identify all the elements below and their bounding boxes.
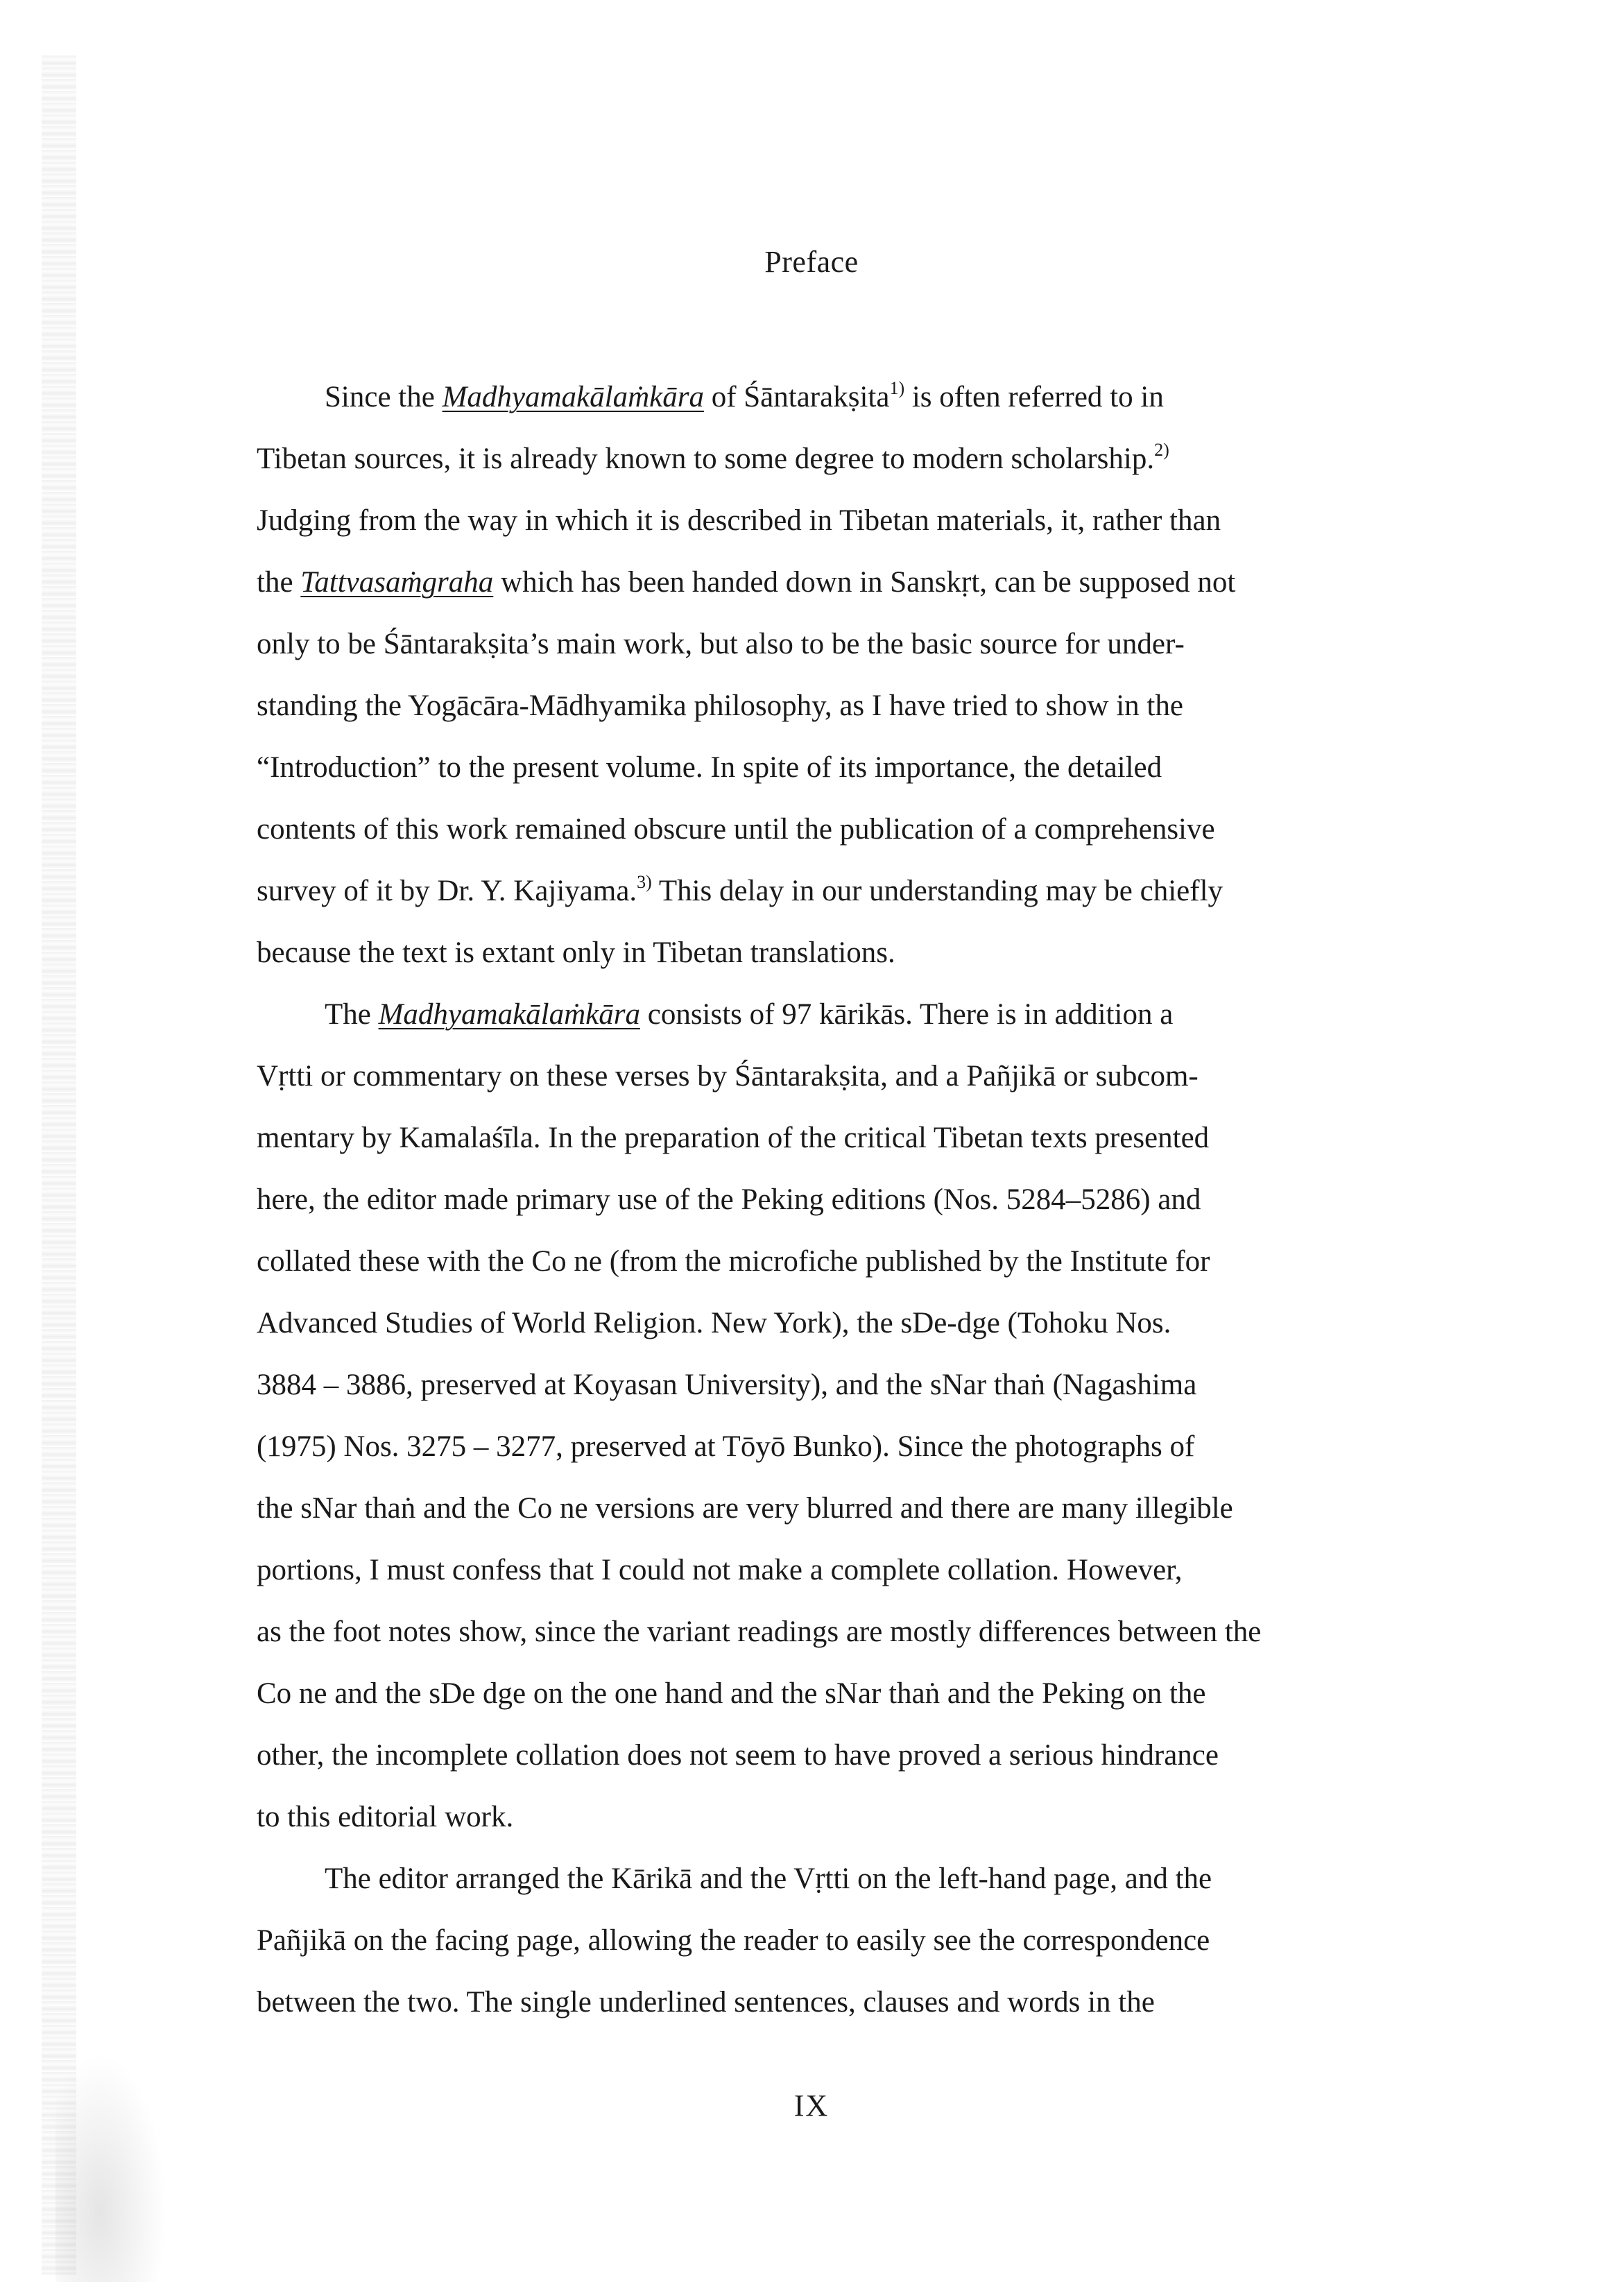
text-run: contents of this work remained obscure until the publication of a comprehensive — [257, 813, 1215, 846]
text-line — [257, 613, 1505, 675]
text-run: The — [325, 998, 379, 1031]
text-run: the — [257, 566, 301, 599]
text-run: of Śāntarakṣita — [703, 381, 890, 413]
text-run: other, the incomplete collation does not seem to have proved a serious hindrance — [257, 1739, 1219, 1772]
text-run: between the two. The single underlined sentences, clauses and words in the — [257, 1986, 1155, 2019]
footnote-marker: 1) — [889, 378, 905, 398]
text-run: because the text is extant only in Tibetan translations. — [257, 936, 895, 969]
page-number: IX — [793, 2089, 830, 2123]
text-run: Vṛtti or commentary on these verses by Śāntarakṣita, and a Pañjikā or subcom- — [257, 1060, 1199, 1093]
text-line — [257, 1477, 1505, 1539]
text-line — [257, 1169, 1505, 1231]
text-line — [257, 366, 1505, 428]
text-run: portions, I must confess that I could not make a complete collation. However, — [257, 1554, 1183, 1586]
footnote-marker: 2) — [1154, 440, 1169, 460]
text-run: “Introduction” to the present volume. In spite of its importance, the detailed — [257, 751, 1162, 784]
text-line — [257, 1786, 1505, 1848]
text-run: Tibetan sources, it is already known to some degree to modern scholarship. — [257, 443, 1155, 475]
text-line — [257, 1539, 1505, 1601]
text-line — [257, 675, 1505, 737]
text-run: collated these with the Co ne (from the microfiche published by the Institute for — [257, 1245, 1210, 1278]
work-title: Tattvasaṁgraha — [300, 566, 494, 599]
preface-body — [257, 366, 1505, 2033]
text-line — [257, 1231, 1505, 1292]
paragraph — [257, 1848, 1505, 2033]
page-title: Preface — [764, 245, 859, 279]
text-line — [257, 1354, 1505, 1416]
text-line — [257, 551, 1505, 613]
text-line — [257, 1848, 1505, 1910]
text-run: survey of it by Dr. Y. Kajiyama. — [257, 875, 637, 907]
text-run: Since the — [325, 381, 443, 413]
text-run: (1975) Nos. 3275 – 3277, preserved at Tōyō Bunko). Since the photographs of — [257, 1430, 1195, 1463]
text-run: The editor arranged the Kārikā and the Vṛtti on the left-hand page, and the — [325, 1862, 1212, 1895]
text-run: Pañjikā on the facing page, allowing the reader to easily see the correspondence — [257, 1924, 1210, 1957]
text-line — [257, 1724, 1505, 1786]
text-line — [257, 1416, 1505, 1477]
text-line — [257, 798, 1505, 860]
text-run: is often referred to in — [904, 381, 1164, 413]
text-line — [257, 490, 1505, 551]
text-line — [257, 428, 1505, 490]
text-line — [257, 1663, 1505, 1724]
text-run: mentary by Kamalaśīla. In the preparation of the critical Tibetan texts presented — [257, 1122, 1210, 1154]
text-run: to this editorial work. — [257, 1801, 514, 1833]
text-run: This delay in our understanding may be chiefly — [651, 875, 1223, 907]
text-run: consists of 97 kārikās. There is in addition a — [639, 998, 1174, 1031]
text-run: Judging from the way in which it is described in Tibetan materials, it, rather than — [257, 504, 1221, 537]
text-line — [257, 922, 1505, 984]
text-line — [257, 1292, 1505, 1354]
text-run: which has been handed down in Sanskṛt, can be supposed not — [493, 566, 1236, 599]
work-title: Madhyamakālaṁkāra — [442, 381, 704, 413]
work-title: Madhyamakālaṁkāra — [378, 998, 640, 1031]
text-line — [257, 1107, 1505, 1169]
text-line — [257, 737, 1505, 798]
text-run: standing the Yogācāra-Mādhyamika philosophy, as I have tried to show in the — [257, 689, 1183, 722]
text-run: only to be Śāntarakṣita’s main work, but also to be the basic source for under- — [257, 628, 1185, 660]
paragraph — [257, 366, 1505, 984]
text-run: the sNar thaṅ and the Co ne versions are very blurred and there are many illegible — [257, 1492, 1233, 1525]
text-line — [257, 1601, 1505, 1663]
text-run: 3884 – 3886, preserved at Koyasan University), and the sNar thaṅ (Nagashima — [257, 1369, 1197, 1401]
text-run: here, the editor made primary use of the Peking editions (Nos. 5284–5286) and — [257, 1183, 1201, 1216]
text-run: Co ne and the sDe dge on the one hand and the sNar thaṅ and the Peking on the — [257, 1677, 1206, 1710]
text-line — [257, 1910, 1505, 1971]
text-line — [257, 1971, 1505, 2033]
footnote-marker: 3) — [637, 872, 652, 892]
scan-edge-shadow — [42, 55, 76, 2275]
text-run: as the foot notes show, since the variant readings are mostly differences between the — [257, 1616, 1262, 1648]
text-run: Advanced Studies of World Religion. New York), the sDe-dge (Tohoku Nos. — [257, 1307, 1171, 1339]
text-line — [257, 860, 1505, 922]
text-line — [257, 984, 1505, 1045]
paragraph — [257, 984, 1505, 1848]
text-line — [257, 1045, 1505, 1107]
